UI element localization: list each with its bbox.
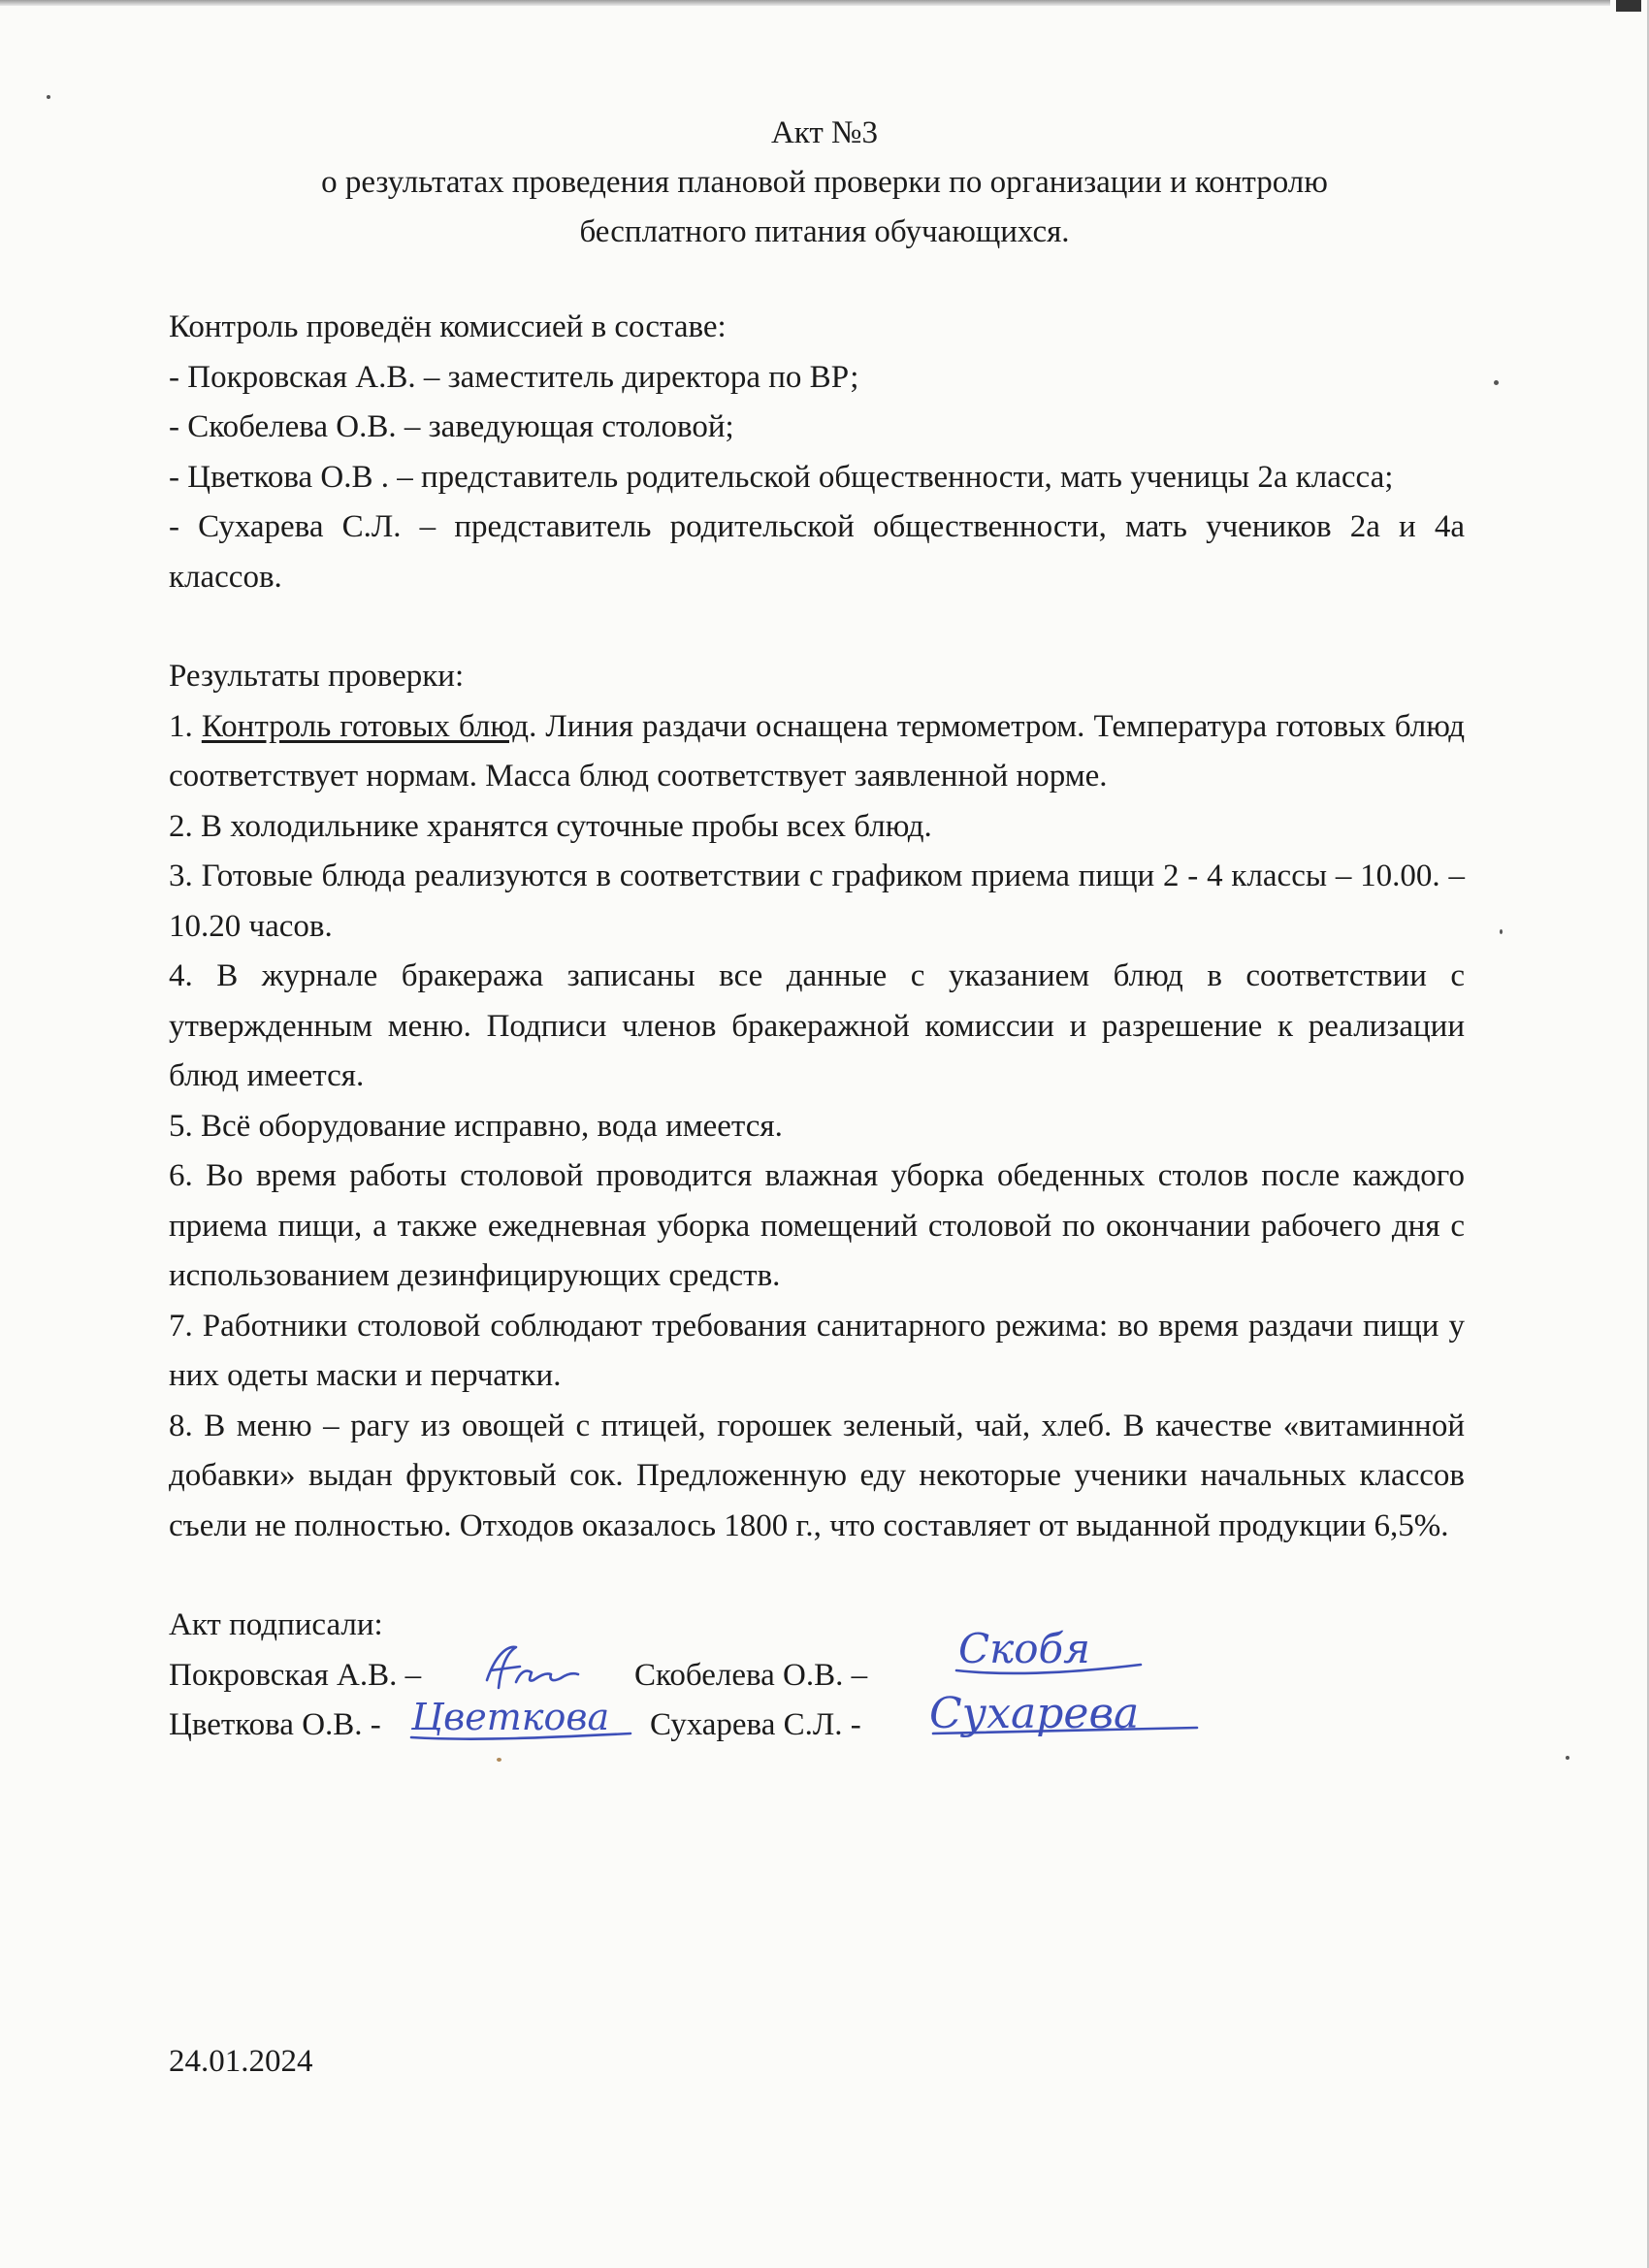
signatory-tsvetkova: Цветкова О.В. - xyxy=(169,1707,381,1742)
scan-speck xyxy=(1500,929,1503,934)
signature-row-2 xyxy=(169,1689,1465,1751)
commission-member: - Покровская А.В. – заместитель директора по ВР; xyxy=(169,359,859,395)
act-subject-line1: о результатах проведения плановой проверки по организации и контролю xyxy=(321,165,1328,200)
result-item: 3. Готовые блюда реализуются в соответствии с графиком приема пищи 2 - 4 классы – 10.00. – 10.20 часов. xyxy=(169,859,1465,944)
commission-member: - Скобелева О.В. – заведующая столовой; xyxy=(169,409,734,444)
signature-sukhareva xyxy=(923,1673,1205,1757)
document-body xyxy=(169,303,1465,1751)
signatory-pokrovskaya: Покровская А.В. – xyxy=(169,1657,422,1693)
result-item-1-title: Контроль готовых блюд xyxy=(201,708,530,744)
result-item-1 xyxy=(169,702,1465,802)
scan-speck xyxy=(1494,380,1499,385)
result-item: 7. Работники столовой соблюдают требования санитарного режима: во время раздачи пищи у них одеты маски и перчатки. xyxy=(169,1308,1465,1393)
scan-speck xyxy=(47,95,50,99)
result-item-1-number: 1. xyxy=(169,708,202,744)
signatures-heading: Акт подписали: xyxy=(169,1607,383,1642)
result-item: 2. В холодильнике хранятся суточные пробы всех блюд. xyxy=(169,808,932,844)
commission-intro: Контроль проведён комиссией в составе: xyxy=(169,309,727,344)
result-item-1-text: . Линия раздачи оснащена термометром. Температура готовых блюд соответствует нормам. Масса блюд соответствует заявленной норме. xyxy=(169,708,1465,794)
document-date: 24.01.2024 xyxy=(169,2044,313,2079)
signatory-skobeleva: Скобелева О.В. – xyxy=(634,1657,868,1693)
signatory-sukhareva: Сухарева С.Л. - xyxy=(650,1707,861,1742)
signature-tsvetkova xyxy=(407,1689,636,1755)
document-title xyxy=(0,109,1649,257)
scan-corner-mark xyxy=(1616,0,1641,12)
act-number: Акт №3 xyxy=(770,115,879,150)
result-item: 6. Во время работы столовой проводится влажная уборка обеденных столов после каждого приема пищи, а также ежедневная уборка помещений столовой по окончании рабочего дня с использованием дезинфицирующих средств. xyxy=(169,1158,1465,1293)
act-subject-line2: бесплатного питания обучающихся. xyxy=(579,214,1070,249)
result-item: 8. В меню – рагу из овощей с птицей, горошек зеленый, чай, хлеб. В качестве «витаминной добавки» выдан фруктовый сок. Предложенную еду некоторые ученики начальных классов съели не полностью. Отходов оказалось 1800 г., что составляет от выданной продукции 6,5%. xyxy=(169,1408,1465,1543)
result-item: 4. В журнале бракеража записаны все данные с указанием блюд в соответствии с утвержденным меню. Подписи членов бракеражной комиссии и разрешение к реализации блюд имеется. xyxy=(169,958,1465,1093)
svg-text:Сухарева: Сухарева xyxy=(929,1689,1140,1738)
commission-member: - Цветкова О.В . – представитель родительской общественности, мать ученицы 2а класса; xyxy=(169,459,1394,495)
scan-speck xyxy=(497,1758,501,1762)
scan-edge xyxy=(0,0,1610,6)
results-heading: Результаты проверки: xyxy=(169,659,465,694)
commission-member: - Сухарева С.Л. – представитель родительской общественности, мать учеников 2а и 4а классов. xyxy=(169,509,1465,595)
result-item: 5. Всё оборудование исправно, вода имеется. xyxy=(169,1108,783,1144)
svg-text:Скобя: Скобя xyxy=(958,1624,1090,1672)
scan-speck xyxy=(1566,1756,1569,1760)
svg-text:Цветкова: Цветкова xyxy=(411,1696,610,1738)
